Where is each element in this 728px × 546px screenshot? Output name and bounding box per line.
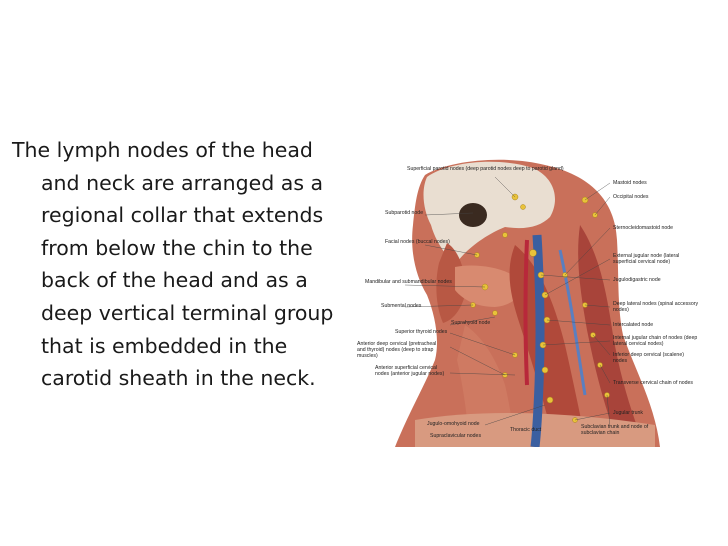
label-internal-jugular: Internal jugular chain of nodes (deep lateral cervical nodes) bbox=[613, 335, 698, 347]
label-suprahyoid: Suprahyoid node bbox=[451, 320, 491, 326]
label-anterior-superficial-cervical: Anterior superficial cervical nodes (anterior jugular nodes) bbox=[375, 365, 445, 377]
label-intercalated: Intercalated node bbox=[613, 322, 654, 328]
label-sternocleidomastoid: Sternocleidomastoid node bbox=[613, 225, 673, 231]
label-submental: Submental nodes bbox=[381, 303, 422, 309]
label-deep-lateral: Deep lateral nodes (spinal accessory nodes) bbox=[613, 301, 699, 313]
label-transverse-cervical: Transverse cervical chain of nodes bbox=[613, 380, 693, 386]
slide-body-text: The lymph nodes of the head and neck are arranged as a regional collar that extends from below the chin to the back of the head and as a deep vertical terminal group that is embedded in the carotid sheath in the neck. bbox=[12, 138, 334, 391]
label-superficial-parotid: Superficial parotid nodes (deep parotid nodes deep to parotid gland) bbox=[407, 166, 564, 172]
label-supraclavicular: Supraclavicular nodes bbox=[430, 433, 482, 439]
label-inferior-deep-cervical: Inferior deep cervical (scalene) nodes bbox=[613, 352, 684, 364]
label-thoracic-duct: Thoracic duct bbox=[510, 427, 542, 433]
label-jugular-trunk: Jugular trunk bbox=[613, 410, 643, 416]
label-subparotid: Subparotid node bbox=[385, 210, 424, 216]
label-anterior-deep-cervical: Anterior deep cervical (pretracheal and thyroid) nodes (deep to strap muscles) bbox=[357, 341, 437, 359]
label-occipital: Occipital nodes bbox=[613, 194, 649, 200]
label-subclavian-trunk: Subclavian trunk and node of subclavian chain bbox=[581, 424, 649, 436]
lymph-nodes-illustration bbox=[355, 155, 700, 447]
label-superior-thyroid: Superior thyroid nodes bbox=[395, 329, 448, 335]
label-external-jugular: External jugular node (lateral superficial cervical node) bbox=[613, 253, 680, 265]
label-mandibular: Mandibular and submandibular nodes bbox=[365, 279, 452, 285]
label-jugulodigastric: Jugulodigastric node bbox=[613, 277, 661, 283]
label-jugulo-omohyoid: Jugulo-omohyoid node bbox=[427, 421, 480, 427]
label-facial: Facial nodes (buccal nodes) bbox=[385, 239, 450, 245]
label-mastoid: Mastoid nodes bbox=[613, 180, 647, 186]
